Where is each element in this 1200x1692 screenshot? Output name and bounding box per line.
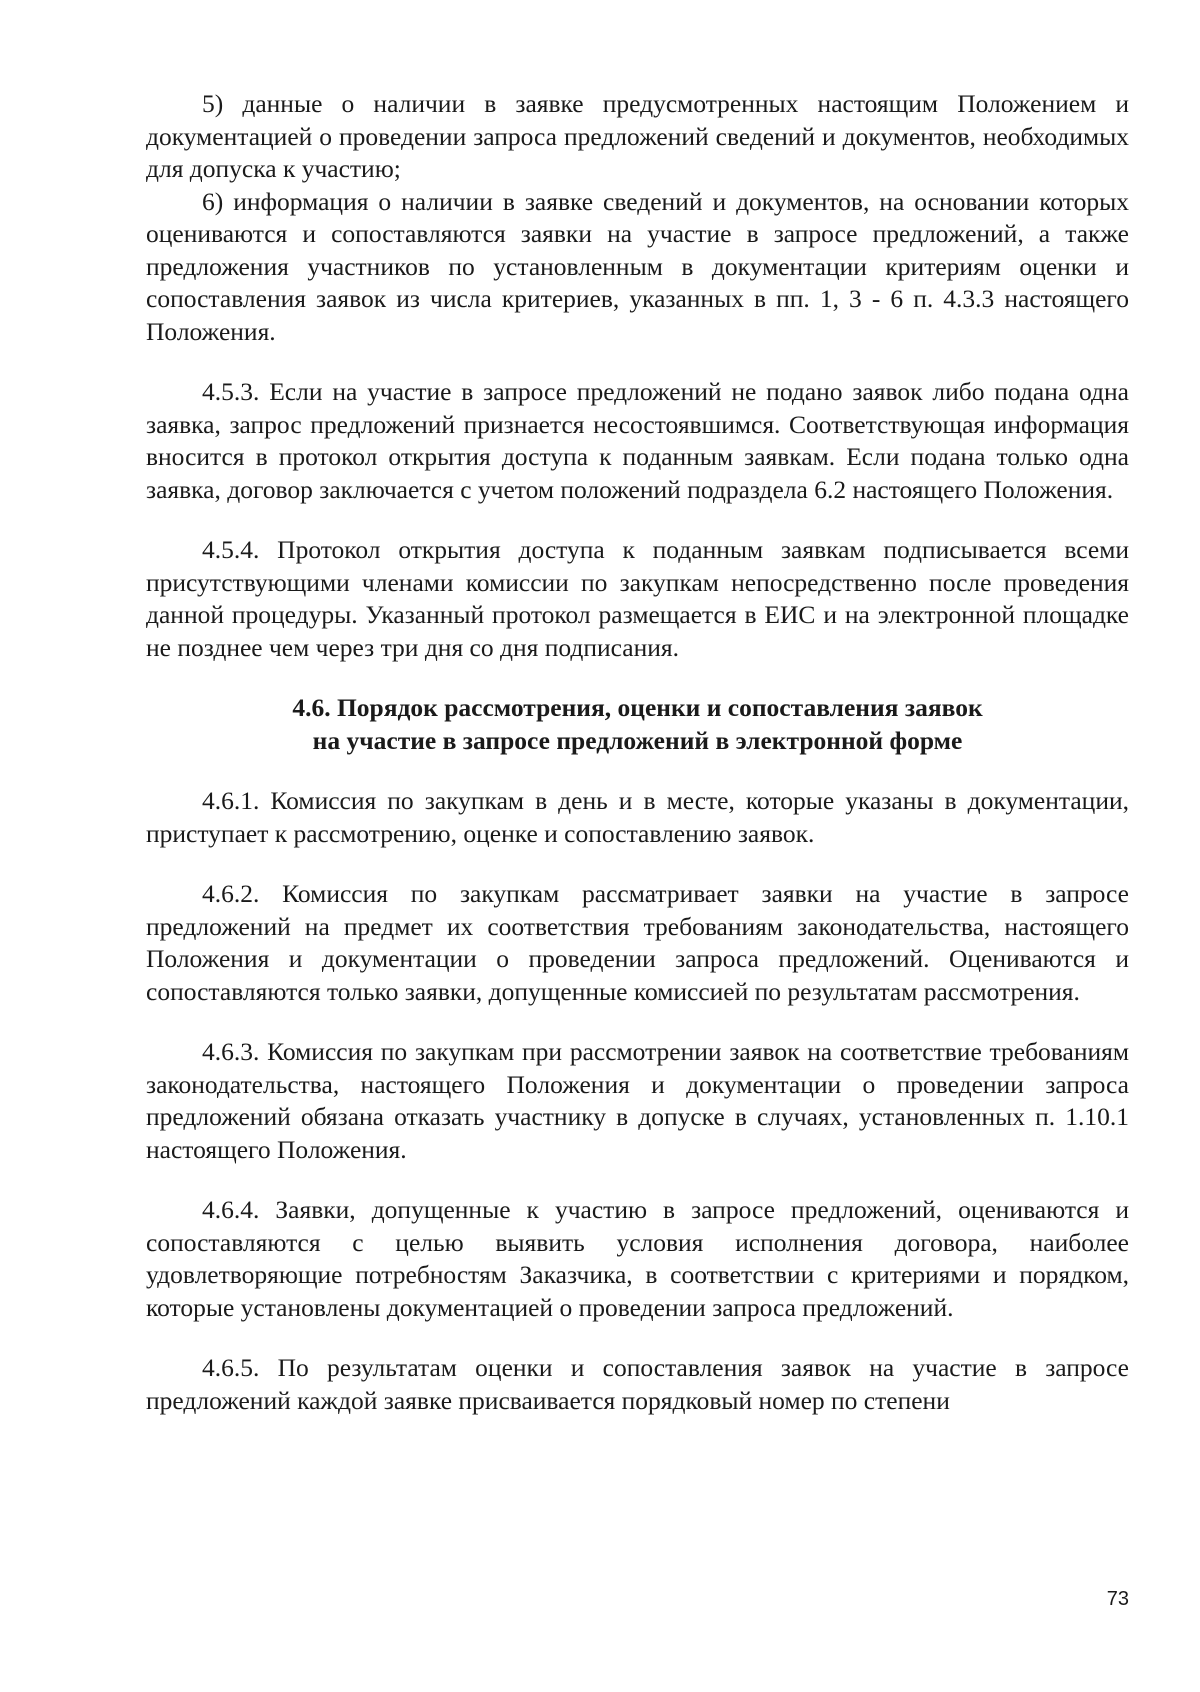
paragraph-gap [146, 664, 1129, 692]
paragraph-4-6-4: 4.6.4. Заявки, допущенные к участию в запросе предложений, оцениваются и сопоставляются с целью выявить условия исполнения договора, наиболее удовлетворяющие потребностям Заказчика, в соответствии с критериями и порядком, которые установлены документацией о проведении запроса предложений. [146, 1195, 1129, 1322]
page-number: 73 [1106, 1588, 1129, 1610]
paragraph-4-6-3: 4.6.3. Комиссия по закупкам при рассмотрении заявок на соответствие требованиям законодательства, настоящего Положения и документации о проведении запроса предложений обязана отказать участнику в допуске в случаях, установленных п. 1.10.1 настоящего Положения. [146, 1037, 1129, 1164]
document-page [146, 88, 1129, 1417]
section-heading-4-6 [146, 692, 1129, 757]
paragraph-gap [146, 757, 1129, 785]
paragraph-gap [146, 1324, 1129, 1352]
paragraph-4-5-3: 4.5.3. Если на участие в запросе предложений не подано заявок либо подана одна заявка, запрос предложений признается несостоявшимся. Соответствующая информация вносится в протокол открытия доступа к поданным заявкам. Если подана только одна заявка, договор заключается с учетом положений подраздела 6.2 настоящего Положения. [146, 377, 1129, 504]
paragraph-4-5-4: 4.5.4. Протокол открытия доступа к поданным заявкам подписывается всеми присутствующими членами комиссии по закупкам непосредственно после проведения данной процедуры. Указанный протокол размещается в ЕИС и на электронной площадке не позднее чем через три дня со дня подписания. [146, 535, 1129, 662]
paragraph-gap [146, 850, 1129, 878]
section-heading-line-2: на участие в запросе предложений в электронной форме [312, 725, 963, 755]
paragraph-item-6: 6) информация о наличии в заявке сведений и документов, на основании которых оцениваются и сопоставляются заявки на участие в запросе предложений, а также предложения участников по установленным в документации критериям оценки и сопоставления заявок из числа критериев, указанных в пп. 1, 3 - 6 п. 4.3.3 настоящего Положения. [146, 186, 1129, 346]
paragraph-item-5: 5) данные о наличии в заявке предусмотренных настоящим Положением и документацией о проведении запроса предложений сведений и документов, необходимых для допуска к участию; [146, 89, 1129, 183]
paragraph-gap [146, 506, 1129, 534]
paragraph-4-6-1: 4.6.1. Комиссия по закупкам в день и в месте, которые указаны в документации, приступает к рассмотрению, оценке и сопоставлению заявок. [146, 786, 1129, 848]
paragraph-4-6-2: 4.6.2. Комиссия по закупкам рассматривает заявки на участие в запросе предложений на предмет их соответствия требованиям законодательства, настоящего Положения и документации о проведении запроса предложений. Оцениваются и сопоставляются только заявки, допущенные комиссией по результатам рассмотрения. [146, 879, 1129, 1006]
paragraph-4-6-5: 4.6.5. По результатам оценки и сопоставления заявок на участие в запросе предложений каждой заявке присваивается порядковый номер по степени [146, 1353, 1129, 1415]
section-heading-line-1: 4.6. Порядок рассмотрения, оценки и сопоставления заявок [292, 693, 983, 722]
paragraph-gap [146, 1166, 1129, 1194]
paragraph-gap [146, 1008, 1129, 1036]
paragraph-gap [146, 348, 1129, 376]
